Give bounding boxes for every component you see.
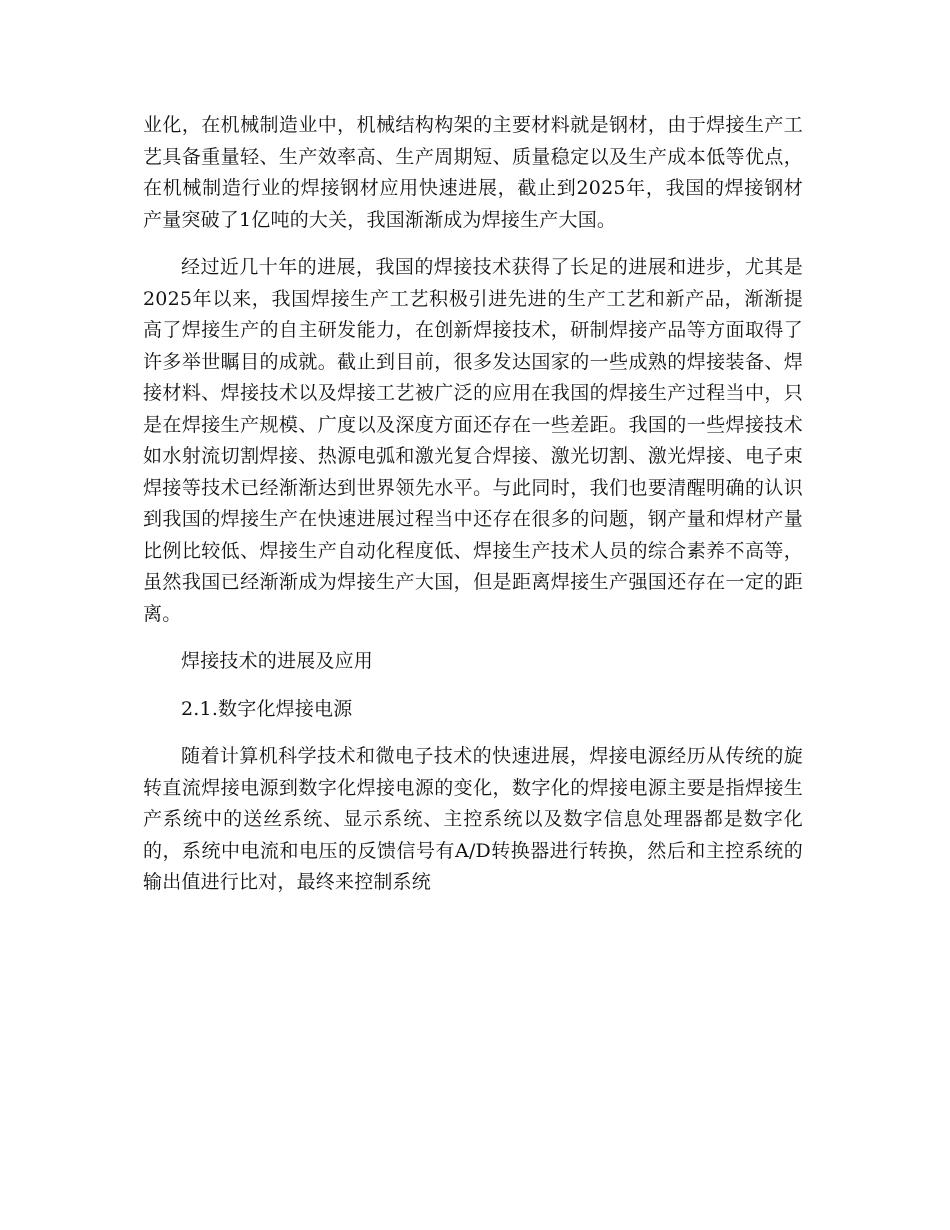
paragraph-digital-power: 随着计算机科学技术和微电子技术的快速进展，焊接电源经历从传统的旋转直流焊接电源到数字化焊接电源的变化，数字化的焊接电源主要是指焊接生产系统中的送丝系统、显示系统、主控系统以及数字信息处理器都是数字化的，系统中电流和电压的反馈信号有A/D转换器进行转换，然后和主控系统的输出值进行比对，最终来控制系统 — [143, 745, 803, 893]
paragraph-welding-progress: 经过近几十年的进展，我国的焊接技术获得了长足的进展和进步，尤其是2025年以来，我国焊接生产工艺积极引进先进的生产工艺和新产品，渐渐提高了焊接生产的自主研发能力，在创新焊接技术，研制焊接产品等方面取得了许多举世瞩目的成就。截止到目前，很多发达国家的一些成熟的焊接装备、焊接材料、焊接技术以及焊接工艺被广泛的应用在我国的焊接生产过程当中，只是在焊接生产规模、广度以及深度方面还存在一些差距。我国的一些焊接技术如水射流切割焊接、热源电弧和激光复合焊接、激光切割、激光焊接、电子束焊接等技术已经渐渐达到世界领先水平。与此同时，我们也要清醒明确的认识到我国的焊接生产在快速进展过程当中还存在很多的问题，钢产量和焊材产量比例比较低、焊接生产自动化程度低、焊接生产技术人员的综合素养不高等，虽然我国已经渐渐成为焊接生产大国，但是距离焊接生产强国还存在一定的距离。 — [143, 256, 803, 625]
paragraph-gap — [143, 630, 803, 646]
document-body — [143, 110, 803, 899]
section-heading: 焊接技术的进展及应用 — [181, 650, 374, 672]
paragraph-continuation: 业化，在机械制造业中，机械结构构架的主要材料就是钢材，由于焊接生产工艺具备重量轻、生产效率高、生产周期短、质量稳定以及生产成本低等优点，在机械制造行业的焊接钢材应用快速进展，截止到2025年，我国的焊接钢材产量突破了1亿吨的大关，我国渐渐成为焊接生产大国。 — [143, 114, 803, 231]
paragraph-gap — [143, 236, 803, 252]
subsection-heading: 2.1.数字化焊接电源 — [181, 697, 353, 720]
paragraph-gap — [143, 678, 803, 694]
paragraph-gap — [143, 725, 803, 741]
